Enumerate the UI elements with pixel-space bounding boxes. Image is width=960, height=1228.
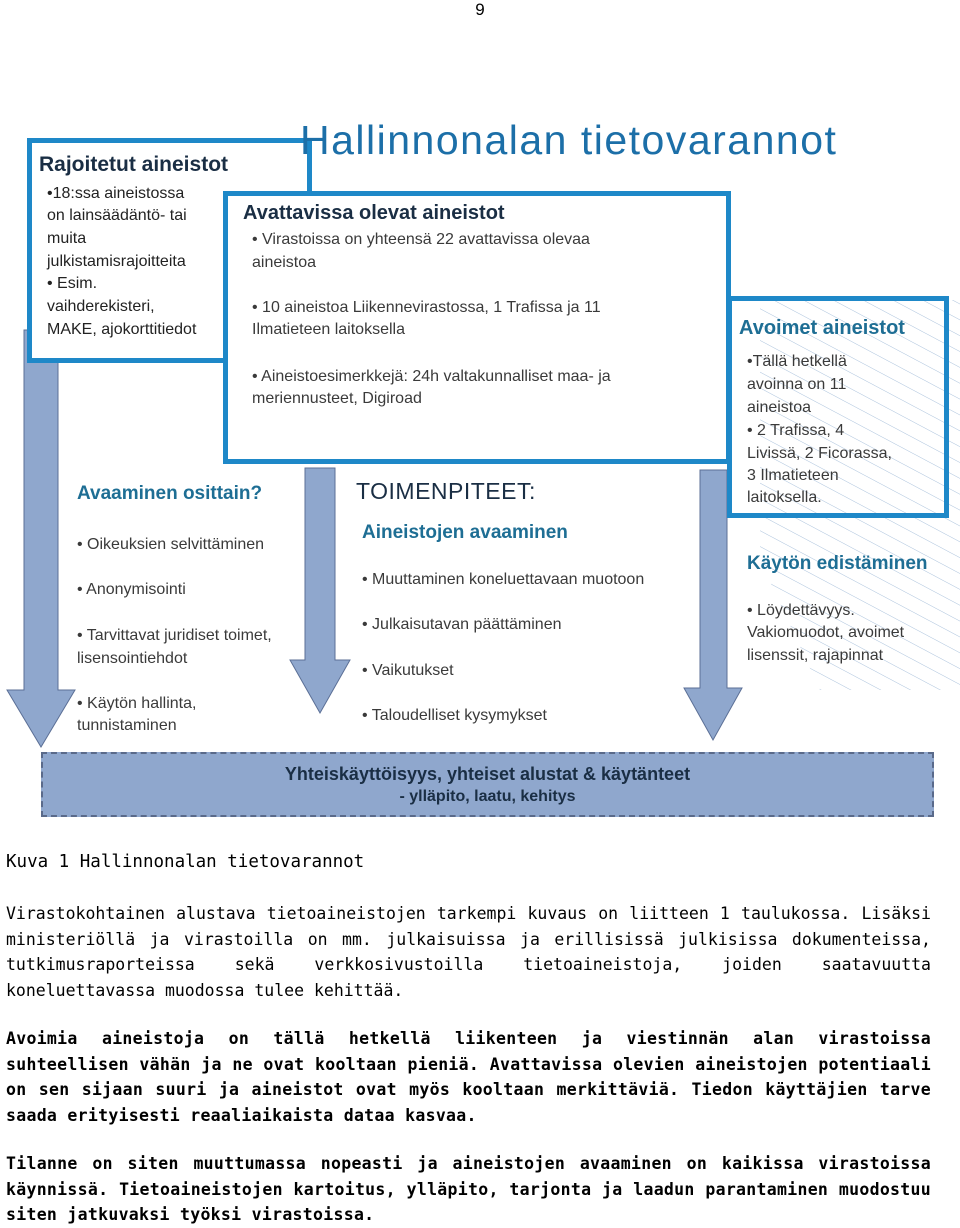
actions-subheading: Aineistojen avaaminen <box>362 522 568 543</box>
restricted-line-2: on lainsäädäntö- tai <box>47 207 187 224</box>
restricted-line-7: MAKE, ajokorttitiedot <box>47 321 197 338</box>
restricted-line-6: vaihderekisteri, <box>47 298 155 315</box>
actions-line-1: • Muuttaminen koneluettavaan muotoon <box>362 571 645 588</box>
arrow-restricted <box>7 330 75 747</box>
restricted-line-3: muita <box>47 230 87 247</box>
interoperability-band <box>41 752 934 817</box>
actions-line-4: • Taloudelliset kysymykset <box>362 707 547 724</box>
usage-line-2: Vakiomuodot, avoimet <box>747 624 905 641</box>
usage-line-1: • Löydettävyys. <box>747 602 855 619</box>
open-heading: Avoimet aineistot <box>739 317 905 339</box>
paragraph-1: Virastokohtainen alustava tietoaineistojen tarkempi kuvaus on liitteen 1 taulukossa. Lisäksi ministeriöllä ja virastoilla on mm. julkaisuissa ja erillisissä julkisissa dokumenteissa, tutkimusraporteissa sekä verkkosivustoilla tietoaineistoja, joiden saatavuutta koneluettavassa muodossa tulee kehittää. <box>6 904 931 1000</box>
partial-line-4: lisensointiehdot <box>77 650 188 667</box>
restricted-line-4: julkistamisrajoitteita <box>47 253 186 270</box>
open-line-6: 3 Ilmatieteen <box>747 467 839 484</box>
arrow-partial <box>290 468 350 713</box>
open-line-4: • 2 Trafissa, 4 <box>747 422 845 439</box>
open-line-7: laitoksella. <box>747 489 822 506</box>
openable-line-3: • 10 aineistoa Liikennevirastossa, 1 Trafissa ja 11 <box>252 299 601 316</box>
open-line-1: •Tällä hetkellä <box>747 353 847 370</box>
band-line-1: Yhteiskäyttöisyys, yhteiset alustat & käytänteet <box>284 764 691 784</box>
partial-line-1: • Oikeuksien selvittäminen <box>77 536 265 553</box>
page-number: 9 <box>475 0 485 19</box>
actions-heading: TOIMENPITEET: <box>356 478 536 504</box>
restricted-heading: Rajoitetut aineistot <box>39 153 229 176</box>
restricted-line-5: • Esim. <box>47 275 98 292</box>
paragraph-2: Avoimia aineistoja on tällä hetkellä liikenteen ja viestinnän alan virastoissa suhteellisen vähän ja ne ovat kooltaan pieniä. Avattavissa olevien aineistojen potentiaali on sen sijaan suuri ja aineistot ovat myös kooltaan merkittäviä. Tiedon käyttäjien tarve saada erityisesti reaaliaikaista dataa kasvaa. <box>6 1029 931 1125</box>
paragraph-3: Tilanne on siten muuttumassa nopeasti ja aineistojen avaaminen on kaikissa virastoissa käynnissä. Tietoaineistojen kartoitus, ylläpito, tarjonta ja laadun parantaminen muodostuu siten jatkuvaksi työksi virastoissa. <box>6 1154 931 1224</box>
band-line-2: - ylläpito, laatu, kehitys <box>399 788 576 805</box>
partial-line-5: • Käytön hallinta, <box>77 695 197 712</box>
openable-line-2: aineistoa <box>252 254 317 271</box>
openable-line-5: • Aineistoesimerkkejä: 24h valtakunnalliset maa- ja <box>252 368 611 385</box>
openable-line-4: Ilmatieteen laitoksella <box>252 321 405 338</box>
actions-line-3: • Vaikutukset <box>362 662 454 679</box>
partial-heading: Avaaminen osittain? <box>77 483 263 504</box>
open-line-3: aineistoa <box>747 399 812 416</box>
usage-line-3: lisenssit, rajapinnat <box>747 647 884 664</box>
figure-caption: Kuva 1 Hallinnonalan tietovarannot <box>6 852 365 872</box>
partial-line-2: • Anonymisointi <box>77 581 186 598</box>
openable-heading: Avattavissa olevat aineistot <box>243 202 505 224</box>
partial-line-6: tunnistaminen <box>77 717 177 734</box>
usage-heading: Käytön edistäminen <box>747 553 928 574</box>
diagram-title: Hallinnonalan tietovarannot <box>300 117 838 163</box>
restricted-line-1: •18:ssa aineistossa <box>47 185 185 202</box>
open-line-2: avoinna on 11 <box>747 376 847 393</box>
openable-line-1: • Virastoissa on yhteensä 22 avattavissa olevaa <box>252 231 590 248</box>
actions-line-2: • Julkaisutavan päättäminen <box>362 616 562 633</box>
partial-line-3: • Tarvittavat juridiset toimet, <box>77 627 272 644</box>
openable-line-6: meriennusteet, Digiroad <box>252 390 422 407</box>
open-line-5: Livissä, 2 Ficorassa, <box>747 445 892 462</box>
